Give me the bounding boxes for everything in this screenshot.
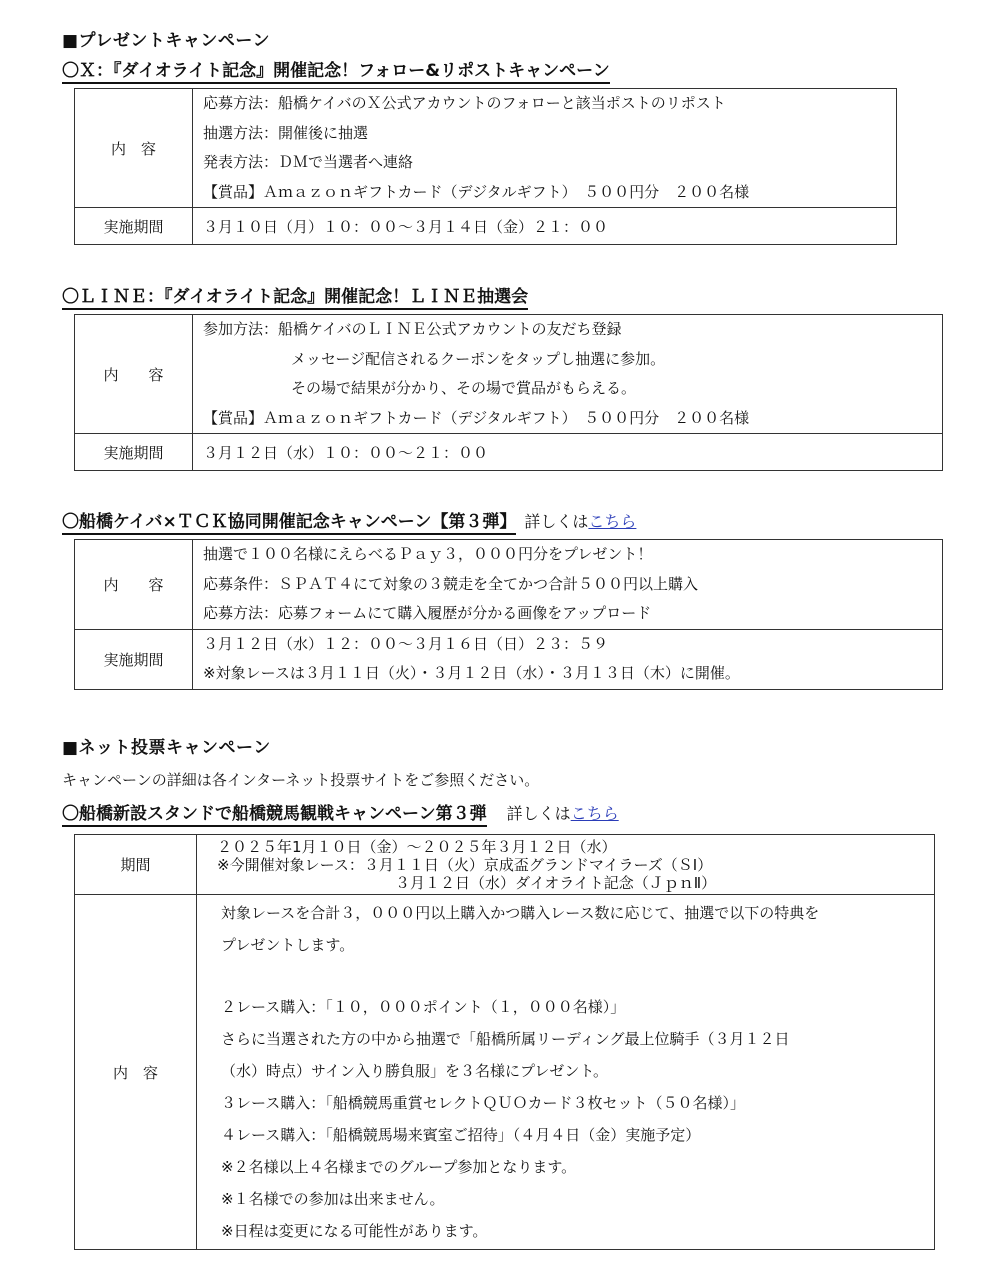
campaign-stand-content-row <box>75 895 935 1250</box>
campaign-stand-period-row <box>75 835 935 895</box>
campaign-tck-period-line: ３月１２日（水）１２：００～３月１６日（日）２３：５９ <box>203 634 609 653</box>
campaign-stand-period-label: 期間 <box>75 835 197 895</box>
campaign-line-content <box>193 315 943 434</box>
campaign-tck-detail-prefix: 詳しくは <box>524 512 589 531</box>
campaign-tck-line: 応募方法：応募フォームにて購入履歴が分かる画像をアップロード <box>203 604 652 622</box>
campaign-stand-title-text: 〇船橋新設スタンドで船橋競馬観戦キャンペーン第３弾 <box>62 804 487 827</box>
campaign-tck-detail <box>524 512 636 531</box>
campaign-line-line: 【賞品】Ａｍａｚｏｎギフトカード（デジタルギフト） ５００円分 ２００名様 <box>203 408 750 427</box>
campaign-tck-period-label: 実施期間 <box>75 629 193 689</box>
campaign-x-title <box>62 60 610 84</box>
campaign-stand-content <box>197 895 935 1250</box>
campaign-tck-content <box>193 540 943 630</box>
campaign-line-line: その場で結果が分かり、その場で賞品がもらえる。 <box>291 379 637 397</box>
campaign-stand-content-label: 内 容 <box>75 895 197 1250</box>
campaign-tck-line: 応募条件：ＳＰＡＴ４にて対象の３競走を全てかつ合計５００円以上購入 <box>203 574 699 593</box>
present-campaign-heading: ■プレゼントキャンペーン <box>62 31 271 51</box>
campaign-stand-line: ４レース購入：「船橋競馬場来賓室ご招待」（４月４日（金）実施予定） <box>221 1126 701 1144</box>
campaign-x-content-label: 内 容 <box>75 89 193 208</box>
campaign-stand-blank-line <box>221 961 934 991</box>
campaign-line-title <box>62 286 528 310</box>
campaign-tck-content-label: 内 容 <box>75 540 193 630</box>
campaign-stand-line: さらに当選された方の中から抽選で「船橋所属リーディング最上位騎手（３月１２日 <box>221 1030 790 1048</box>
campaign-line-period: ３月１２日（水）１０：００～２１：００ <box>193 434 943 471</box>
campaign-stand-period <box>197 835 935 895</box>
campaign-stand-detail-prefix: 詳しくは <box>506 804 571 823</box>
campaign-stand-line: ※１名様での参加は出来ません。 <box>221 1190 445 1208</box>
campaign-line-period-label: 実施期間 <box>75 434 193 471</box>
campaign-stand-line: ※日程は変更になる可能性があります。 <box>221 1222 488 1240</box>
campaign-tck-line: 抽選で１００名様にえらべるＰａｙ３，０００円分をプレゼント！ <box>203 545 653 563</box>
campaign-x-title-text: 〇Ｘ：『ダイオライト記念』開催記念！フォロー&リポストキャンペーン <box>62 61 610 84</box>
campaign-x-content <box>193 89 897 208</box>
campaign-tck-content-row <box>75 540 943 630</box>
campaign-stand-line: プレゼントします。 <box>221 936 355 954</box>
campaign-tck-detail-link[interactable]: こちら <box>588 512 637 531</box>
campaign-x-line: 【賞品】Ａｍａｚｏｎギフトカード（デジタルギフト） ５００円分 ２００名様 <box>203 182 750 201</box>
campaign-stand-period-line: ２０２５年1月１０日（金）～２０２５年３月１２日（水） <box>217 838 617 856</box>
campaign-tck-title <box>62 511 636 535</box>
campaign-x-period-label: 実施期間 <box>75 208 193 245</box>
campaign-x-line: 発表方法：ＤＭで当選者へ連絡 <box>203 153 414 171</box>
campaign-stand-line: （水）時点）サイン入り勝負服」を３名様にプレゼント。 <box>221 1062 609 1080</box>
campaign-stand-line: 対象レースを合計３，０００円以上購入かつ購入レース数に応じて、抽選で以下の特典を <box>221 904 820 922</box>
campaign-stand-period-line: ※今開催対象レース：３月１１日（火）京成盃グランドマイラーズ（ＳⅠ） <box>217 856 713 874</box>
campaign-line-table <box>74 314 943 471</box>
campaign-stand-detail <box>507 804 619 823</box>
campaign-tck-period <box>193 629 943 689</box>
campaign-tck-title-text: 〇船橋ケイバ×ＴＣＫ協同開催記念キャンペーン【第３弾】 <box>62 512 516 535</box>
campaign-stand-period-line: ３月１２日（水）ダイオライト記念（ＪｐｎⅡ） <box>395 874 717 892</box>
campaign-stand-detail-link[interactable]: こちら <box>570 804 619 823</box>
campaign-line-title-text: 〇ＬＩＮＥ：『ダイオライト記念』開催記念！ＬＩＮＥ抽選会 <box>62 287 528 310</box>
campaign-x-line: 抽選方法：開催後に抽選 <box>203 123 369 142</box>
net-campaign-heading: ■ネット投票キャンペーン <box>62 738 271 758</box>
campaign-stand-line: ３レース購入：「船橋競馬重賞セレクトＱＵＯカード３枚セット（５０名様）」 <box>221 1094 745 1112</box>
campaign-line-line: 参加方法：船橋ケイバのＬＩＮＥ公式アカウントの友だち登録 <box>203 320 622 338</box>
campaign-line-period-row <box>75 434 943 471</box>
campaign-stand-table <box>74 834 935 1250</box>
campaign-stand-line: ※２名様以上４名様までのグループ参加となります。 <box>221 1158 577 1176</box>
campaign-x-content-row <box>75 89 897 208</box>
campaign-line-content-label: 内 容 <box>75 315 193 434</box>
campaign-x-line: 応募方法：船橋ケイバのＸ公式アカウントのフォローと該当ポストのリポスト <box>203 94 726 112</box>
campaign-line-content-row <box>75 315 943 434</box>
net-campaign-note: キャンペーンの詳細は各インターネット投票サイトをご参照ください。 <box>62 771 540 789</box>
campaign-stand-title <box>62 803 619 827</box>
campaign-x-period: ３月１０日（月）１０：００～３月１４日（金）２１：００ <box>193 208 897 245</box>
campaign-x-period-row <box>75 208 897 245</box>
campaign-x-table <box>74 88 897 245</box>
campaign-tck-table <box>74 539 943 690</box>
campaign-stand-line: ２レース購入：「１０，０００ポイント（１，０００名様）」 <box>221 998 626 1016</box>
campaign-tck-period-line: ※対象レースは３月１１日（火）・３月１２日（水）・３月１３日（木）に開催。 <box>203 664 740 682</box>
campaign-line-line: メッセージ配信されるクーポンをタップし抽選に参加。 <box>291 349 666 368</box>
campaign-tck-period-row <box>75 629 943 689</box>
